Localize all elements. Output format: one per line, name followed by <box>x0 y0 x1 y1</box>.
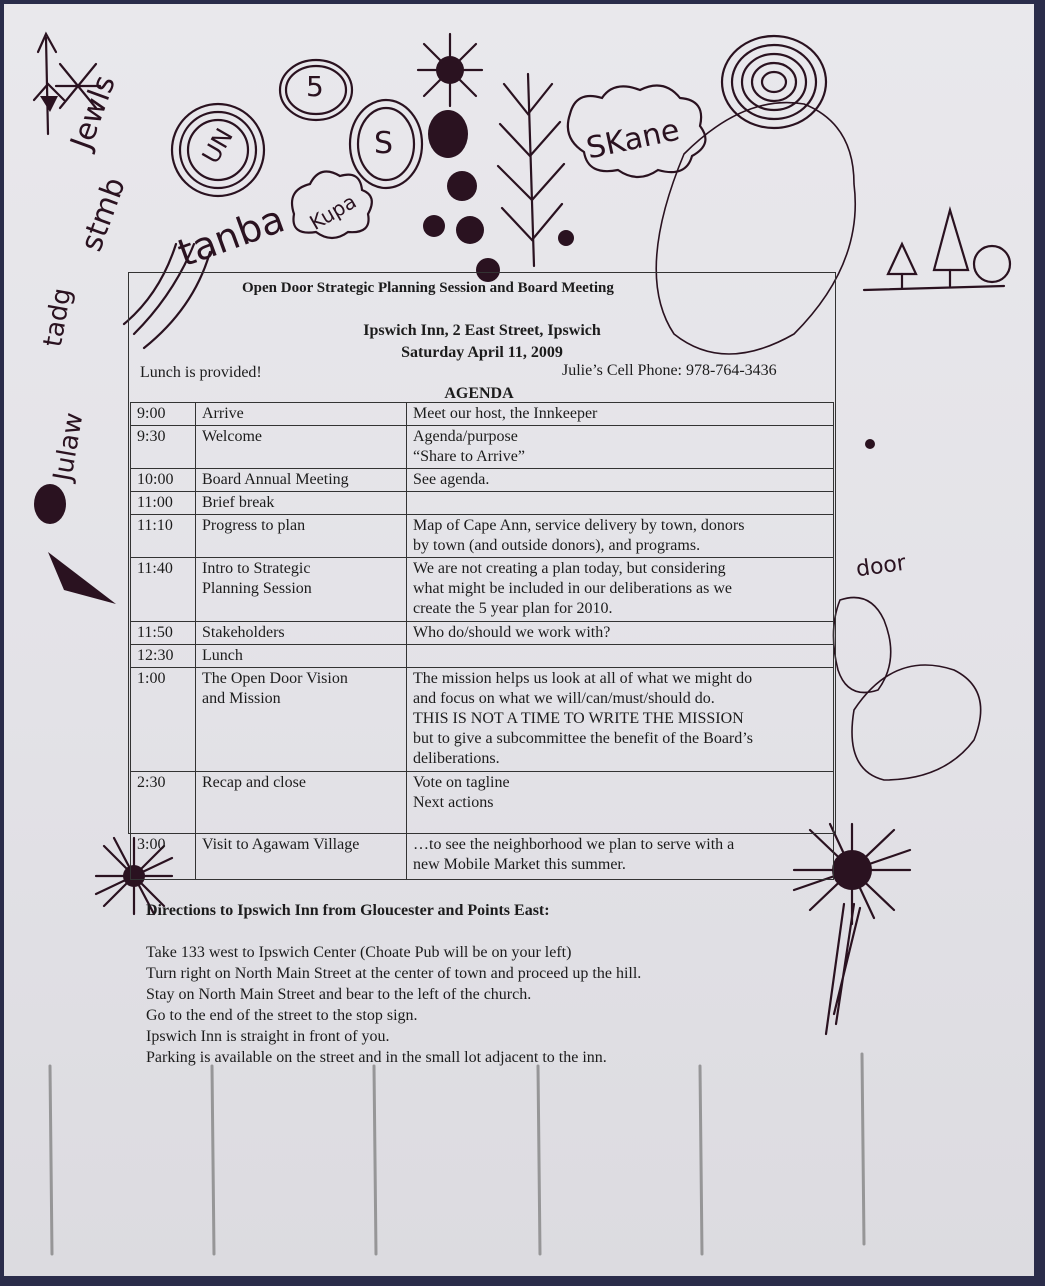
agenda-note-line: and focus on what we will/can/must/should do. <box>413 690 715 707</box>
agenda-note-line: Vote on tagline <box>413 774 510 791</box>
direction-step: Parking is available on the street and in the small lot adjacent to the inn. <box>146 1049 607 1066</box>
agenda-row <box>131 668 834 772</box>
direction-step: Stay on North Main Street and bear to the left of the church. <box>146 986 532 1003</box>
agenda-notes <box>407 645 834 668</box>
agenda-notes <box>407 558 834 622</box>
agenda-notes <box>407 834 834 880</box>
agenda-activity <box>196 426 407 469</box>
agenda-notes <box>407 469 834 492</box>
agenda-activity <box>196 622 407 645</box>
agenda-activity <box>196 558 407 622</box>
direction-step: Take 133 west to Ipswich Center (Choate Pub will be on your left) <box>146 944 572 961</box>
agenda-time: 10:00 <box>131 469 196 492</box>
directions-title: Directions to Ipswich Inn from Gloucester and Points East: <box>146 902 550 919</box>
agenda-activity-line: Visit to Agawam Village <box>202 836 360 853</box>
handwriting-kupa: Kupa <box>305 189 361 235</box>
agenda-heading: AGENDA <box>444 385 514 402</box>
agenda-row <box>131 622 834 645</box>
agenda-row <box>131 645 834 668</box>
handwriting-stmb: stmb <box>74 172 133 256</box>
agenda-note-line: …to see the neighborhood we plan to serve with a <box>413 836 735 853</box>
agenda-activity-line: Progress to plan <box>202 517 306 534</box>
agenda-note-line: The mission helps us look at all of what we might do <box>413 670 753 687</box>
handwriting-un: UN <box>196 123 239 169</box>
agenda-activity <box>196 469 407 492</box>
agenda-activity-line: Planning Session <box>202 580 312 597</box>
paper-sheet <box>4 4 1034 1276</box>
agenda-note-line: “Share to Arrive” <box>413 448 525 465</box>
handwriting-tadg: tadg <box>38 285 78 350</box>
agenda-time: 9:00 <box>131 403 196 426</box>
agenda-note-line: what might be included in our deliberations as we <box>413 580 733 597</box>
agenda-time: 11:10 <box>131 515 196 558</box>
direction-step: Turn right on North Main Street at the center of town and proceed up the hill. <box>146 965 642 982</box>
agenda-time: 12:30 <box>131 645 196 668</box>
agenda-activity-line: The Open Door Vision <box>202 670 348 687</box>
agenda-activity <box>196 772 407 834</box>
direction-step: Go to the end of the street to the stop sign. <box>146 1007 418 1024</box>
agenda-time: 9:30 <box>131 426 196 469</box>
agenda-activity-line: Board Annual Meeting <box>202 471 349 488</box>
agenda-note-line: We are not creating a plan today, but considering <box>413 560 726 577</box>
agenda-notes <box>407 668 834 772</box>
pine-doodle <box>498 74 564 266</box>
agenda-note-line: deliberations. <box>413 750 500 767</box>
agenda-note-line: See agenda. <box>413 471 490 488</box>
agenda-activity <box>196 834 407 880</box>
pencil-lines <box>50 1054 864 1254</box>
agenda-notes <box>407 492 834 515</box>
agenda-note-line: Map of Cape Ann, service delivery by town, donors <box>413 517 745 534</box>
agenda-time: 2:30 <box>131 772 196 834</box>
agenda-note-line: Agenda/purpose <box>413 428 518 445</box>
agenda-time: 11:50 <box>131 622 196 645</box>
agenda-activity-line: Recap and close <box>202 774 306 791</box>
agenda-note-line: Who do/should we work with? <box>413 624 611 641</box>
agenda-time: 3:00 <box>131 834 196 880</box>
phone-note: Julie’s Cell Phone: 978-764-3436 <box>562 362 777 379</box>
agenda-table <box>130 402 834 880</box>
agenda-row <box>131 469 834 492</box>
agenda-note-line: THIS IS NOT A TIME TO WRITE THE MISSION <box>413 710 744 727</box>
agenda-time: 1:00 <box>131 668 196 772</box>
agenda-activity-line: and Mission <box>202 690 281 707</box>
agenda-activity <box>196 668 407 772</box>
handwriting-5: 5 <box>306 70 324 103</box>
agenda-activity <box>196 492 407 515</box>
agenda-activity <box>196 403 407 426</box>
direction-step: Ipswich Inn is straight in front of you. <box>146 1028 390 1045</box>
agenda-note-line: Meet our host, the Innkeeper <box>413 405 598 422</box>
trees-doodle <box>864 210 1010 290</box>
document-title: Open Door Strategic Planning Session and Board Meeting <box>242 280 614 296</box>
agenda-notes <box>407 622 834 645</box>
directions-list <box>146 942 641 1068</box>
handwriting-s: S <box>374 126 394 161</box>
venue-line: Ipswich Inn, 2 East Street, Ipswich <box>363 322 601 339</box>
agenda-time: 11:00 <box>131 492 196 515</box>
agenda-row <box>131 558 834 622</box>
agenda-notes <box>407 772 834 834</box>
agenda-activity-line: Brief break <box>202 494 275 511</box>
agenda-note-line: but to give a subcommittee the benefit of the Board’s <box>413 730 753 747</box>
agenda-notes <box>407 426 834 469</box>
date-line: Saturday April 11, 2009 <box>401 344 563 361</box>
agenda-note-line: create the 5 year plan for 2010. <box>413 600 613 617</box>
agenda-row <box>131 515 834 558</box>
agenda-note-line: new Mobile Market this summer. <box>413 856 626 873</box>
agenda-activity-line: Arrive <box>202 405 244 422</box>
agenda-activity-line: Stakeholders <box>202 624 285 641</box>
agenda-activity <box>196 515 407 558</box>
agenda-row <box>131 834 834 880</box>
agenda-activity-line: Welcome <box>202 428 263 445</box>
handwriting-skane: SKane <box>583 112 683 167</box>
agenda-row <box>131 772 834 834</box>
agenda-note-line: Next actions <box>413 794 494 811</box>
agenda-activity-line: Intro to Strategic <box>202 560 311 577</box>
agenda-note-line: by town (and outside donors), and programs. <box>413 537 701 554</box>
agenda-row <box>131 426 834 469</box>
agenda-time: 11:40 <box>131 558 196 622</box>
agenda-notes <box>407 515 834 558</box>
agenda-row <box>131 403 834 426</box>
handwriting-jewls: Jewls <box>64 70 123 154</box>
agenda-notes <box>407 403 834 426</box>
handwriting-door: door <box>854 550 908 583</box>
agenda-activity-line: Lunch <box>202 647 243 664</box>
agenda-body <box>131 403 834 880</box>
lunch-note: Lunch is provided! <box>140 364 262 381</box>
handwriting-tanba: tanba <box>172 196 291 276</box>
agenda-row <box>131 492 834 515</box>
agenda-activity <box>196 645 407 668</box>
handwriting-julaw: Julaw <box>48 410 90 484</box>
